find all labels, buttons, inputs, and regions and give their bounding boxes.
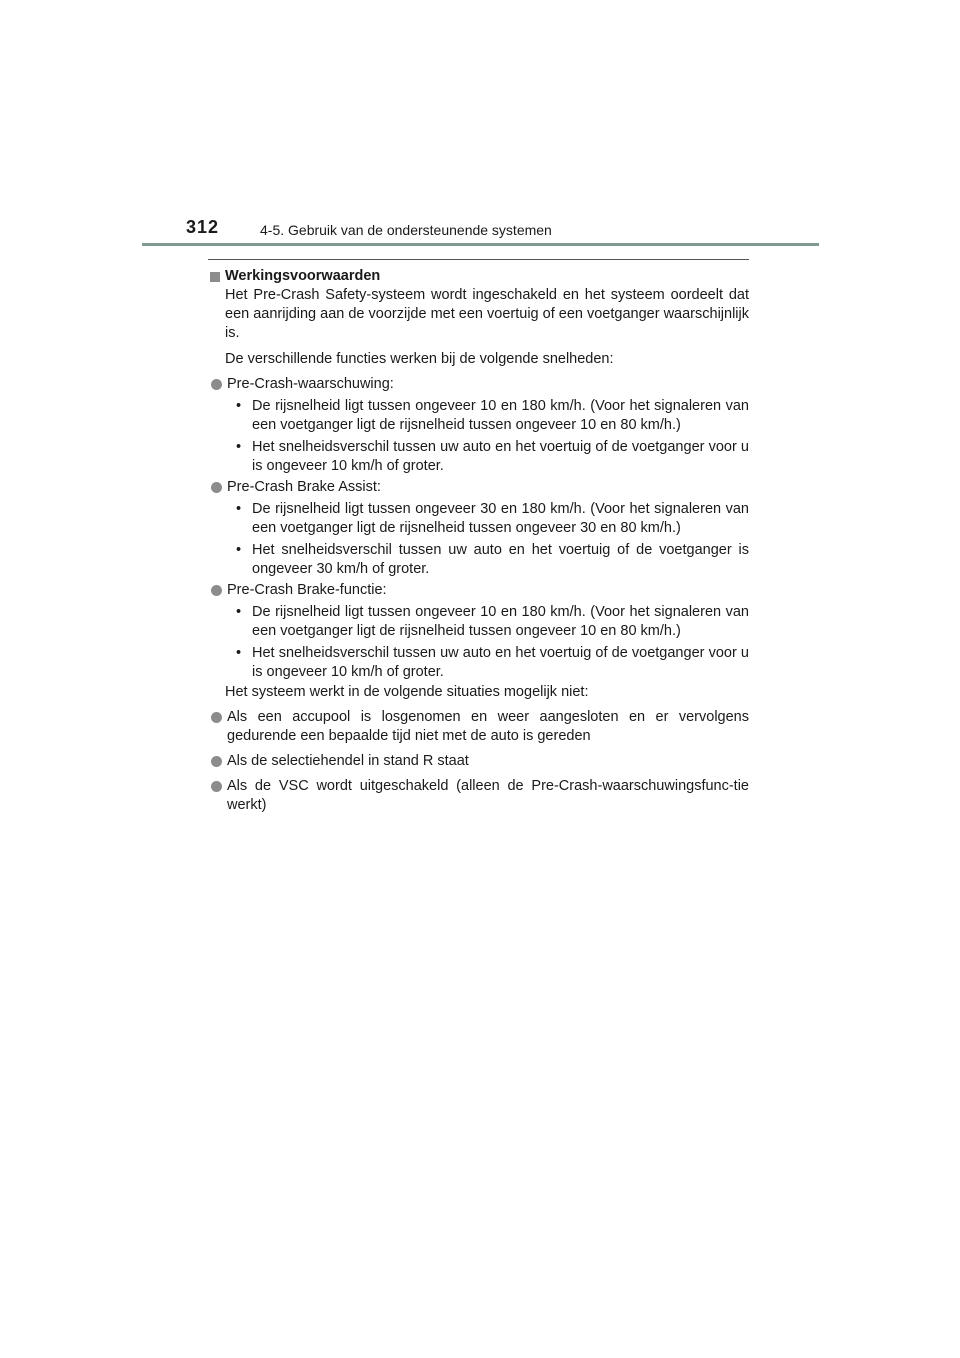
round-bullet-icon (211, 756, 222, 767)
section-title: 4-5. Gebruik van de ondersteunende systemen (260, 222, 552, 238)
condition-item (208, 752, 749, 771)
sub-bullet: • (236, 645, 242, 661)
condition-text: Als een accupool is losgenomen en weer aangesloten en er vervolgens gedurende een bepaalde tijd niet met de auto is gereden (227, 709, 749, 744)
sub-item-text: Het snelheidsverschil tussen uw auto en het voertuig of de voetganger voor u is ongeveer 10 km/h of groter. (252, 645, 749, 680)
sub-bullet: • (236, 501, 242, 517)
sub-bullet: • (236, 542, 242, 558)
round-bullet-icon (211, 482, 222, 493)
content (208, 259, 749, 815)
not-working-intro: Het systeem werkt in de volgende situaties mogelijk niet: (225, 684, 589, 700)
intro-paragraph-2: De verschillende functies werken bij de volgende snelheden: (225, 351, 614, 367)
header-rule (142, 243, 819, 246)
function-title: Pre-Crash Brake-functie: (227, 582, 387, 598)
round-bullet-icon (211, 712, 222, 723)
sub-item (236, 644, 749, 682)
heading-text: Werkingsvoorwaarden (225, 268, 381, 284)
condition-item (208, 708, 749, 746)
round-bullet-icon (211, 585, 222, 596)
intro-paragraph: Het Pre-Crash Safety-systeem wordt ingeschakeld en het systeem oordeelt dat een aanrijding aan de voorzijde met een voertuig of een voetganger waarschijnlijk is. (225, 287, 749, 341)
square-bullet-icon (210, 272, 220, 282)
condition-text: Als de selectiehendel in stand R staat (227, 753, 469, 769)
condition-text: Als de VSC wordt uitgeschakeld (alleen de Pre-Crash-waarschuwingsfunc-tie werkt) (227, 778, 749, 813)
function-item (208, 375, 749, 394)
sub-item-text: Het snelheidsverschil tussen uw auto en het voertuig of de voetganger is ongeveer 30 km/h of groter. (252, 542, 749, 577)
round-bullet-icon (211, 781, 222, 792)
function-title: Pre-Crash Brake Assist: (227, 479, 381, 495)
sub-item-text: De rijsnelheid ligt tussen ongeveer 10 en 180 km/h. (Voor het signaleren van een voetganger ligt de rijsnelheid tussen ongeveer 10 en 80 km/h.) (252, 398, 749, 433)
function-title: Pre-Crash-waarschuwing: (227, 376, 394, 392)
sub-item-text: De rijsnelheid ligt tussen ongeveer 30 en 180 km/h. (Voor het signaleren van een voetganger ligt de rijsnelheid tussen ongeveer 30 en 80 km/h.) (252, 501, 749, 536)
sub-item (236, 603, 749, 641)
round-bullet-icon (211, 379, 222, 390)
sub-item (236, 438, 749, 476)
function-item (208, 581, 749, 600)
sub-bullet: • (236, 398, 242, 414)
page-number: 312 (186, 217, 220, 237)
heading (208, 267, 749, 286)
sub-item (236, 541, 749, 579)
condition-item (208, 777, 749, 815)
function-item (208, 478, 749, 497)
sub-bullet: • (236, 439, 242, 455)
sub-item-text: Het snelheidsverschil tussen uw auto en het voertuig of de voetganger voor u is ongeveer 10 km/h of groter. (252, 439, 749, 474)
sub-item (236, 397, 749, 435)
sub-bullet: • (236, 604, 242, 620)
sub-item-text: De rijsnelheid ligt tussen ongeveer 10 en 180 km/h. (Voor het signaleren van een voetganger ligt de rijsnelheid tussen ongeveer 10 en 80 km/h.) (252, 604, 749, 639)
sub-item (236, 500, 749, 538)
